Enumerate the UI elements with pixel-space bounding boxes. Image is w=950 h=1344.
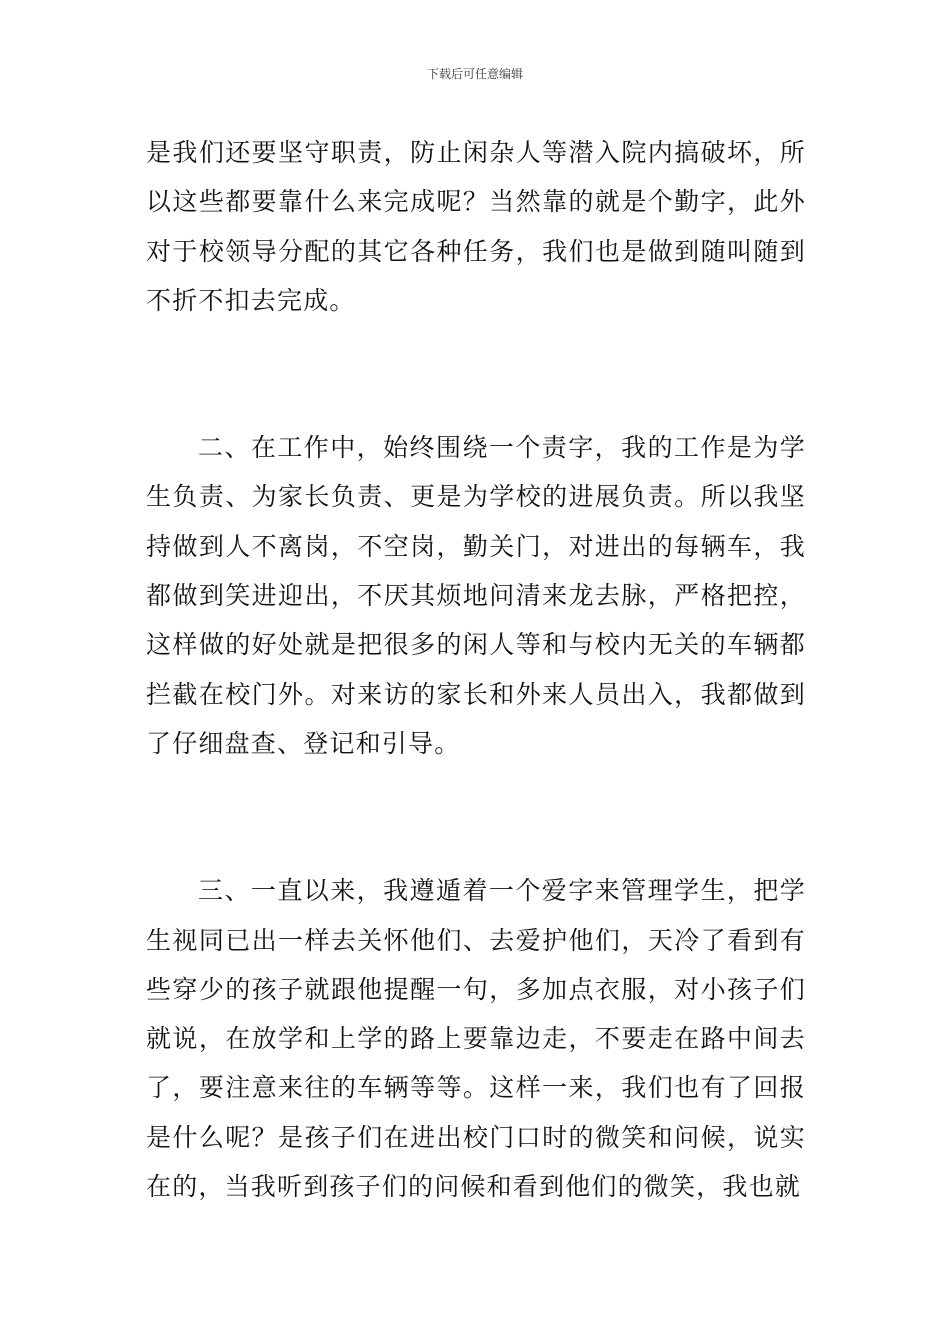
paragraph-section-three: 三、一直以来，我遵遁着一个爱字来管理学生，把学生视同已出一样去关怀他们、去爱护他们，天冷了看到有些穿少的孩子就跟他提醒一句，多加点衣服，对小孩子们就说，在放学和上学的路上要靠边走，不要走在路中间去了，要注意来往的车辆等等。这样一来，我们也有了回报是什么呢？是孩子们在进出校门口时的微笑和问候，说实在的，当我听到孩子们的问候和看到他们的微笑，我也就 [146, 876, 806, 1202]
paragraph-spacer [146, 325, 806, 423]
document-body [146, 128, 806, 1211]
paragraph-spacer [146, 768, 806, 866]
paragraph-section-two: 二、在工作中，始终围绕一个责字，我的工作是为学生负责、为家长负责、更是为学校的进展负责。所以我坚持做到人不离岗，不空岗，勤关门，对进出的每辆车，我都做到笑进迎出，不厌其烦地问清来龙去脉，严格把控，这样做的好处就是把很多的闲人等和与校内无关的车辆都拦截在校门外。对来访的家长和外来人员出入，我都做到了仔细盘查、登记和引导。 [146, 433, 806, 758]
page-header: 下载后可任意编辑 [426, 67, 523, 81]
paragraph-continuation: 是我们还要坚守职责，防止闲杂人等潜入院内搞破坏，所以这些都要靠什么来完成呢？当然靠的就是个勤字，此外对于校领导分配的其它各种任务，我们也是做到随叫随到不折不扣去完成。 [146, 138, 806, 315]
